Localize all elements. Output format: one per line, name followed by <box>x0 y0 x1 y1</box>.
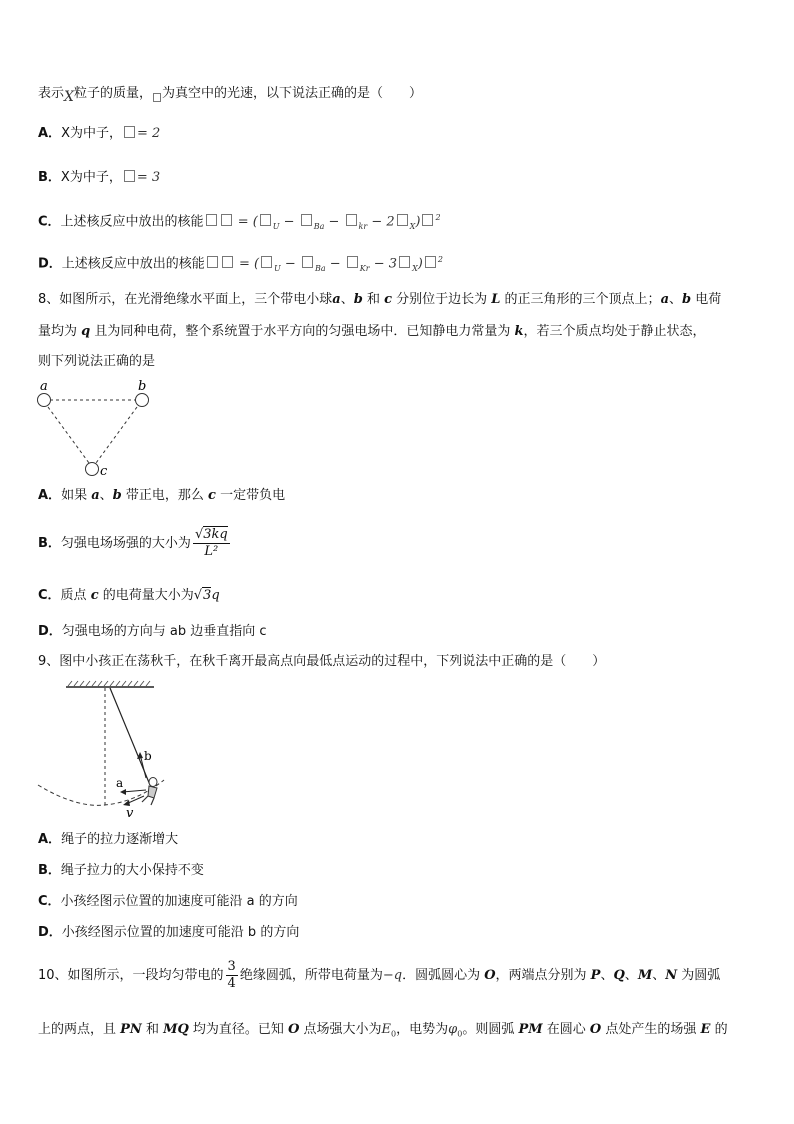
stem-text: 、 <box>669 292 683 307</box>
placeholder-glyph <box>260 214 271 226</box>
option-text: 的电荷量大小为 <box>98 588 194 603</box>
option-text: 绳子的拉力逐渐增大 <box>61 832 179 847</box>
stem-text: 点场强大小为 <box>299 1022 382 1037</box>
option-label: C． <box>38 894 61 909</box>
placeholder-glyph <box>346 214 357 226</box>
stem-text: 为圆弧 <box>677 968 721 983</box>
ball-b <box>136 394 149 407</box>
subscript: Ba <box>313 221 325 231</box>
var-a: a <box>332 292 341 307</box>
label-c: c <box>100 464 108 478</box>
potential-phi0 <box>448 1022 462 1037</box>
q7-stem-part: 表示 <box>38 86 65 101</box>
option-math: = ( <box>233 214 258 230</box>
var-q: q <box>81 324 91 339</box>
option-math: ) <box>415 214 421 230</box>
var-N: N <box>665 968 678 983</box>
stem-text: 且为同种电荷，整个系统置于水平方向的匀强电场中．已知静电力常量为 <box>90 324 515 339</box>
placeholder-glyph <box>222 256 233 268</box>
coefficient: 3 <box>388 256 398 272</box>
option-label: B． <box>38 536 61 551</box>
sqrt-radicand: 3 <box>203 588 212 603</box>
option-label: C． <box>38 588 61 603</box>
option-label: B． <box>38 170 61 185</box>
placeholder-glyph <box>124 170 135 182</box>
var-L: L <box>491 292 501 307</box>
var-M: M <box>637 968 653 983</box>
stem-text: 10、如图所示，一段均匀带电的 <box>38 968 224 983</box>
placeholder-glyph <box>221 214 232 226</box>
q9-swing-figure <box>36 680 186 825</box>
subscript: kr <box>358 221 368 231</box>
option-text: 上述核反应中放出的核能 <box>60 214 204 230</box>
var-E: E <box>700 1022 711 1037</box>
placeholder-glyph <box>425 256 436 268</box>
var-c: c <box>208 488 216 503</box>
label-b: b <box>144 749 152 763</box>
fraction-denominator: L² <box>204 544 219 559</box>
label-a: a <box>116 776 124 790</box>
ball-c <box>86 463 99 476</box>
option-text: X为中子， <box>60 170 122 185</box>
stem-text: ，电势为 <box>396 1022 449 1037</box>
option-text: 上述核反应中放出的核能 <box>61 256 205 272</box>
stem-text: 绝缘圆弧，所带电荷量为 <box>239 968 383 983</box>
q8-option-c[interactable] <box>38 586 220 606</box>
q9-stem: 9、图中小孩正在荡秋千，在秋千离开最高点向最低点运动的过程中，下列说法中正确的是（ ） <box>38 654 606 669</box>
charge-value: −q <box>382 968 403 983</box>
subscript: X <box>412 263 418 273</box>
stem-text: 在圆心 <box>542 1022 590 1037</box>
placeholder-glyph <box>124 126 135 138</box>
placeholder-glyph <box>422 214 433 226</box>
option-text: 小孩经图示位置的加速度可能沿 b 的方向 <box>61 925 300 940</box>
stem-text: 和 <box>141 1022 164 1037</box>
stem-text: ．圆弧圆心为 <box>402 968 485 983</box>
option-text: 绳子拉力的大小保持不变 <box>60 863 204 878</box>
var-MQ: MQ <box>163 1022 189 1037</box>
stem-text: 电荷 <box>691 292 722 307</box>
placeholder-glyph <box>347 256 358 268</box>
var-Q: Q <box>613 968 625 983</box>
option-text: 匀强电场场强的大小为 <box>60 536 191 551</box>
coefficient: 2 <box>386 214 395 230</box>
subscript: U <box>274 263 281 273</box>
fraction-numerator: 3kq <box>203 527 228 542</box>
stem-text: 和 <box>362 292 385 307</box>
option-label: B． <box>38 863 61 878</box>
q10-stem-line2 <box>38 1020 728 1045</box>
q10-stem-line1: 10、如图所示，一段均匀带电的 $\frac{3}{4}$ 绝缘圆弧，所带电荷量为−q．圆弧圆心为 O，两端点分别为 P、Q、M、N 为圆弧 <box>38 959 721 991</box>
ceiling-hatch <box>68 681 150 686</box>
label-b: b <box>138 379 147 394</box>
var-c: c <box>384 292 393 307</box>
placeholder-glyph <box>261 256 272 268</box>
subscript-zero: 0 <box>457 1029 463 1039</box>
stem-text: 量均为 <box>38 324 82 339</box>
var-O: O <box>484 968 496 983</box>
option-text: 小孩经图示位置的加速度可能沿 a 的方向 <box>60 894 298 909</box>
placeholder-glyph <box>153 93 161 102</box>
q7-stem <box>38 84 422 107</box>
var-b: b <box>353 292 363 307</box>
q7-option-d[interactable]: D．上述核反应中放出的核能 = ( $_U$ − $_{Ba}$ − $_{Kr}$ − 3 $_X$) $^2$ <box>38 255 443 273</box>
stem-text: 分别位于边长为 <box>392 292 492 307</box>
stem-text: 点处产生的场强 <box>601 1022 701 1037</box>
label-a: a <box>40 379 48 394</box>
fraction-numerator: 3 <box>227 959 236 974</box>
q7-option-c[interactable]: C．上述核反应中放出的核能 = ( $_U$ − $_{Ba}$ − $_{kr}$ − 2 $_X$) $^2$ <box>38 213 441 231</box>
option-math: = 2 <box>136 126 161 141</box>
subscript: Ba <box>314 263 326 273</box>
q9-option-a[interactable] <box>38 830 178 850</box>
var-k: k <box>514 324 524 339</box>
sqrt-expression: √3q <box>193 588 220 603</box>
stem-text: 的正三角形的三个顶点上； <box>500 292 661 307</box>
option-label: A． <box>38 832 62 847</box>
stem-text: 的 <box>710 1022 728 1037</box>
stem-text: 8、如图所示，在光滑绝缘水平面上，三个带电小球 <box>38 292 333 307</box>
q9-option-c[interactable] <box>38 892 298 912</box>
triangle-edge-bc <box>96 407 137 463</box>
q8-stem-line2 <box>38 322 706 342</box>
superscript: 2 <box>435 213 441 222</box>
x-symbol: X <box>64 89 74 105</box>
option-text: 如果 <box>61 488 92 503</box>
option-text: 带正电，那么 <box>121 488 209 503</box>
q8-option-d[interactable] <box>38 622 267 642</box>
placeholder-glyph <box>301 214 312 226</box>
var-phi: φ <box>448 1022 458 1037</box>
fraction-denominator: 4 <box>227 976 236 991</box>
var-a: a <box>660 292 669 307</box>
var-c: c <box>90 588 99 603</box>
option-label: D． <box>38 624 62 639</box>
q7-option-a[interactable] <box>38 124 160 144</box>
var-b: b <box>112 488 122 503</box>
q7-option-b[interactable] <box>38 168 160 188</box>
superscript: 2 <box>437 255 443 264</box>
ball-a <box>38 394 51 407</box>
swing-arc <box>38 780 164 805</box>
option-label: D． <box>38 925 62 940</box>
option-text: 匀强电场的方向与 ab 边垂直指向 c <box>61 624 267 639</box>
stem-text: ，若三个质点均处于静止状态， <box>523 324 706 339</box>
var-PM: PM <box>518 1022 543 1037</box>
var-q: q <box>211 588 220 603</box>
var-E: E <box>381 1022 392 1037</box>
option-label: A． <box>38 488 62 503</box>
var-P: P <box>590 968 601 983</box>
option-label: A． <box>38 126 62 141</box>
stem-text: 。则圆弧 <box>462 1022 519 1037</box>
q8-stem-line3: 则下列说法正确的是 <box>38 354 156 369</box>
triangle-edge-ac <box>48 407 89 463</box>
stem-text: 、 <box>340 292 354 307</box>
subscript-zero: 0 <box>391 1029 397 1039</box>
option-text: 一定带负电 <box>215 488 286 503</box>
placeholder-glyph <box>206 214 217 226</box>
stem-text: 上的两点，且 <box>38 1022 121 1037</box>
q9-option-b[interactable] <box>38 861 204 881</box>
placeholder-glyph <box>397 214 408 226</box>
three-quarter-fraction <box>226 959 238 992</box>
q7-stem-part: 粒子的质量， <box>73 86 152 101</box>
q8-triangle-figure <box>30 378 160 478</box>
field-E0 <box>382 1022 397 1037</box>
stem-text: 均为直径。已知 <box>188 1022 289 1037</box>
subscript: X <box>409 221 416 231</box>
placeholder-glyph <box>399 256 410 268</box>
q8-option-b[interactable] <box>38 526 232 562</box>
option-label: D． <box>38 256 62 272</box>
var-a: a <box>91 488 100 503</box>
var-O: O <box>589 1022 602 1037</box>
placeholder-glyph <box>207 256 218 268</box>
option-text: 质点 <box>60 588 91 603</box>
q9-option-d[interactable] <box>38 923 299 943</box>
label-v: v <box>126 806 134 821</box>
option-math: = 3 <box>136 170 161 185</box>
option-math: = ( <box>234 256 260 272</box>
field-fraction: $\frac{√3kq}{\text{L²}}$ <box>194 527 228 559</box>
subscript: U <box>272 221 280 231</box>
q7-stem-part: 为真空中的光速，以下说法正确的是（ ） <box>162 86 423 101</box>
q8-stem-line1 <box>38 290 721 310</box>
option-label: C． <box>38 214 61 230</box>
var-PN: PN <box>120 1022 142 1037</box>
child-figure <box>142 778 157 806</box>
var-O: O <box>288 1022 300 1037</box>
placeholder-glyph <box>302 256 313 268</box>
var-b: b <box>682 292 692 307</box>
option-math: ) <box>417 256 423 272</box>
option-text: X为中子， <box>61 126 122 141</box>
stem-text: ，两端点分别为 <box>495 968 591 983</box>
subscript: Kr <box>359 263 370 273</box>
q8-option-a[interactable]: A．如果 a、b 带正电，那么 c 一定带负电 <box>38 488 286 503</box>
